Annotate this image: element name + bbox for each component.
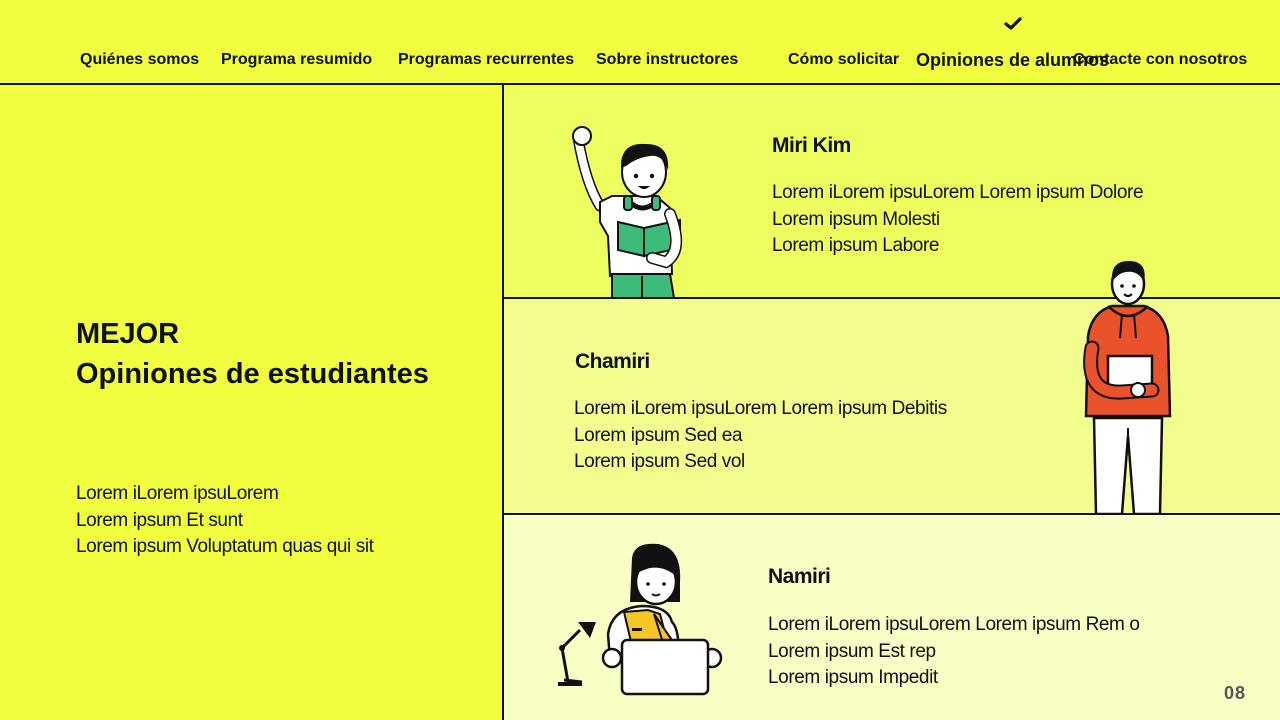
- top-navigation: [0, 0, 1280, 85]
- student-with-book-icon: [566, 124, 706, 298]
- intro-line: Lorem ipsum Et sunt: [76, 509, 243, 531]
- nav-item-quienes-somos[interactable]: Quiénes somos: [80, 51, 200, 68]
- review-line: Lorem ipsum Molesti: [772, 208, 940, 230]
- checkmark-icon: [1003, 16, 1023, 32]
- nav-item-programa-resumido[interactable]: Programa resumido: [221, 51, 373, 68]
- nav-item-sobre-instructores[interactable]: Sobre instructores: [596, 51, 739, 68]
- intro-line: Lorem iLorem ipsuLorem: [76, 483, 279, 504]
- title-line-1: MEJOR: [76, 318, 180, 350]
- divider-vertical: [502, 85, 504, 720]
- nav-item-contacte-con-nosotros[interactable]: Contacte con nosotros: [1073, 51, 1248, 68]
- review-line: Lorem ipsum Labore: [772, 235, 940, 256]
- review-name: Namiri: [768, 565, 831, 588]
- intro-line: Lorem ipsum Voluptatum quas qui sit: [76, 536, 374, 557]
- review-text: [772, 180, 1143, 260]
- left-column: [0, 85, 502, 720]
- review-line: Lorem iLorem ipsuLorem Lorem ipsum Debitis: [574, 398, 947, 419]
- review-line: Lorem ipsum Impedit: [768, 667, 938, 688]
- review-line: Lorem ipsum Sed ea: [574, 424, 743, 446]
- review-line: Lorem ipsum Sed vol: [574, 451, 745, 472]
- review-text: [574, 396, 947, 476]
- nav-item-opiniones-de-alumnos[interactable]: Opiniones de alumnos: [916, 50, 1110, 70]
- nav-item-programas-recurrentes[interactable]: Programas recurrentes: [398, 51, 575, 68]
- title-line-2: Opiniones de estudiantes: [76, 358, 429, 390]
- review-line: Lorem iLorem ipsuLorem Lorem ipsum Rem o: [768, 614, 1140, 635]
- review-name: Chamiri: [575, 350, 650, 373]
- student-hoodie-icon: [1078, 258, 1176, 515]
- intro-text: [76, 481, 374, 561]
- review-text: [768, 612, 1140, 692]
- review-line: Lorem ipsum Est rep: [768, 640, 936, 662]
- student-laptop-icon: [552, 542, 728, 698]
- review-line: Lorem iLorem ipsuLorem Lorem ipsum Dolore: [772, 182, 1144, 203]
- page-number: 08: [1223, 683, 1246, 703]
- nav-item-como-solicitar[interactable]: Cómo solicitar: [788, 51, 900, 68]
- page-title: [76, 314, 429, 394]
- review-name: Miri Kim: [772, 134, 851, 157]
